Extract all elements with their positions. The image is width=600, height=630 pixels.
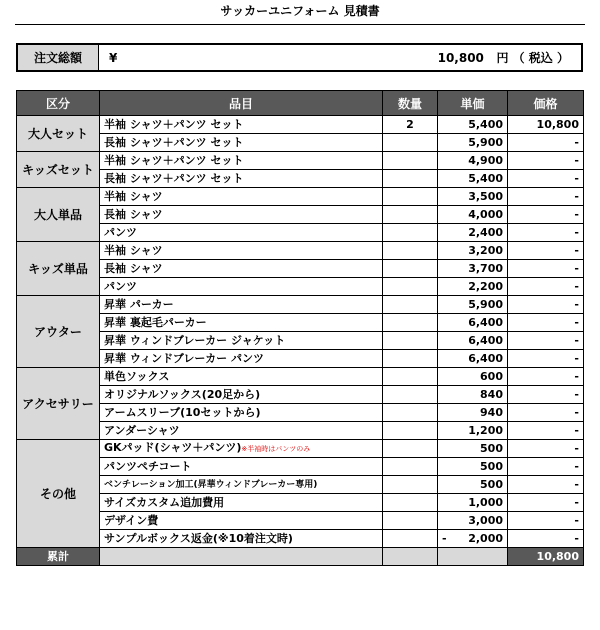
unit-price-cell: 4,900: [438, 152, 508, 170]
unit-price-cell: 1,200: [438, 422, 508, 440]
qty-cell[interactable]: [383, 458, 438, 476]
item-cell: サイズカスタム追加費用: [100, 494, 383, 512]
table-row: [17, 404, 584, 422]
item-cell: ベンチレーション加工(昇華ウィンドブレーカー専用): [100, 476, 383, 494]
category-outer: アウター: [17, 296, 100, 368]
table-row: [17, 512, 584, 530]
unit-price-cell: 2,400: [438, 224, 508, 242]
estimate-table: [16, 90, 584, 566]
price-cell: -: [508, 152, 584, 170]
qty-cell[interactable]: [383, 278, 438, 296]
table-row: [17, 350, 584, 368]
table-row: [17, 476, 584, 494]
price-cell: -: [508, 422, 584, 440]
header-qty: 数量: [383, 91, 438, 116]
qty-cell[interactable]: [383, 134, 438, 152]
qty-cell[interactable]: 2: [383, 116, 438, 134]
price-cell: -: [508, 494, 584, 512]
item-cell: アームスリーブ(10セットから): [100, 404, 383, 422]
item-cell: 昇華 ウィンドブレーカー パンツ: [100, 350, 383, 368]
header-price: 価格: [508, 91, 584, 116]
price-cell: -: [508, 134, 584, 152]
item-cell: デザイン費: [100, 512, 383, 530]
price-cell: -: [508, 314, 584, 332]
unit-price-cell: 600: [438, 368, 508, 386]
price-cell: -: [508, 368, 584, 386]
category-kids-set: キッズセット: [17, 152, 100, 188]
qty-cell[interactable]: [383, 440, 438, 458]
price-cell: -: [508, 404, 584, 422]
sum-value: 10,800: [508, 548, 584, 566]
item-cell: 半袖 シャツ＋パンツ セット: [100, 152, 383, 170]
qty-cell[interactable]: [383, 224, 438, 242]
qty-cell[interactable]: [383, 350, 438, 368]
table-row: [17, 242, 584, 260]
price-cell: -: [508, 440, 584, 458]
item-label: GKパッド(シャツ＋パンツ): [104, 441, 242, 454]
qty-cell[interactable]: [383, 404, 438, 422]
order-total-amount: [438, 45, 581, 70]
table-row: [17, 314, 584, 332]
table-row: [17, 386, 584, 404]
table-row: [17, 422, 584, 440]
price-cell: -: [508, 188, 584, 206]
page-title: サッカーユニフォーム 見積書: [15, 0, 585, 25]
item-cell: 半袖 シャツ: [100, 242, 383, 260]
price-cell: -: [508, 296, 584, 314]
unit-price-cell: 6,400: [438, 350, 508, 368]
category-accessory: アクセサリー: [17, 368, 100, 440]
price-cell: -: [508, 260, 584, 278]
category-adult-single: 大人単品: [17, 188, 100, 242]
sum-blank: [438, 548, 508, 566]
header-category: 区分: [17, 91, 100, 116]
item-cell: アンダーシャツ: [100, 422, 383, 440]
qty-cell[interactable]: [383, 170, 438, 188]
item-cell: パンツペチコート: [100, 458, 383, 476]
sum-row: [17, 548, 584, 566]
order-total-unit: 円 （ 税込 ）: [496, 51, 569, 65]
price-cell: -: [508, 476, 584, 494]
table-row: [17, 458, 584, 476]
category-adult-set: 大人セット: [17, 116, 100, 152]
unit-price-cell: 5,400: [438, 116, 508, 134]
table-row: [17, 152, 584, 170]
unit-price-cell: 6,400: [438, 332, 508, 350]
price-cell: -: [508, 242, 584, 260]
sum-blank: [100, 548, 383, 566]
qty-cell[interactable]: [383, 476, 438, 494]
price-cell: -: [508, 350, 584, 368]
unit-price-cell: 840: [438, 386, 508, 404]
unit-price-cell: 5,400: [438, 170, 508, 188]
qty-cell[interactable]: [383, 494, 438, 512]
price-cell: -: [508, 170, 584, 188]
item-cell: パンツ: [100, 224, 383, 242]
unit-price-cell: 5,900: [438, 134, 508, 152]
unit-price-cell: 5,900: [438, 296, 508, 314]
unit-price-cell: 500: [438, 476, 508, 494]
unit-price-cell: 3,200: [438, 242, 508, 260]
price-cell: -: [508, 224, 584, 242]
minus-sign: -: [442, 531, 447, 545]
price-cell: -: [508, 332, 584, 350]
unit-price-cell: 500: [438, 458, 508, 476]
sum-label: 累計: [17, 548, 100, 566]
price-cell: -: [508, 386, 584, 404]
qty-cell[interactable]: [383, 296, 438, 314]
table-row: [17, 278, 584, 296]
unit-price-cell: 3,000: [438, 512, 508, 530]
qty-cell[interactable]: [383, 422, 438, 440]
unit-price-cell: 4,000: [438, 206, 508, 224]
table-header-row: [17, 91, 584, 116]
item-note: ※半袖時はパンツのみ: [241, 445, 311, 453]
item-cell: 長袖 シャツ: [100, 260, 383, 278]
item-cell: 長袖 シャツ＋パンツ セット: [100, 134, 383, 152]
qty-cell[interactable]: [383, 314, 438, 332]
order-total-box: [16, 43, 583, 72]
table-row: [17, 296, 584, 314]
qty-cell[interactable]: [383, 530, 438, 548]
item-cell: オリジナルソックス(20足から): [100, 386, 383, 404]
table-row: [17, 170, 584, 188]
qty-cell[interactable]: [383, 188, 438, 206]
table-row: [17, 134, 584, 152]
table-row: [17, 530, 584, 548]
unit-price-cell: 6,400: [438, 314, 508, 332]
table-row: [17, 116, 584, 134]
unit-price-cell: 3,500: [438, 188, 508, 206]
unit-price-cell: 1,000: [438, 494, 508, 512]
qty-cell[interactable]: [383, 386, 438, 404]
qty-cell[interactable]: [383, 152, 438, 170]
price-cell: 10,800: [508, 116, 584, 134]
qty-cell[interactable]: [383, 332, 438, 350]
item-cell: サンプルボックス返金(※10着注文時): [100, 530, 383, 548]
header-item: 品目: [100, 91, 383, 116]
unit-price-cell: 500: [438, 440, 508, 458]
item-cell: 半袖 シャツ＋パンツ セット: [100, 116, 383, 134]
table-row: [17, 260, 584, 278]
category-kids-single: キッズ単品: [17, 242, 100, 296]
item-cell: [100, 440, 383, 458]
item-cell: 昇華 パーカー: [100, 296, 383, 314]
item-cell: パンツ: [100, 278, 383, 296]
item-cell: 半袖 シャツ: [100, 188, 383, 206]
item-cell: 昇華 ウィンドブレーカー ジャケット: [100, 332, 383, 350]
price-cell: -: [508, 278, 584, 296]
price-cell: -: [508, 530, 584, 548]
order-total-value: 10,800: [437, 50, 484, 65]
table-row: [17, 332, 584, 350]
table-row: [17, 368, 584, 386]
item-cell: 長袖 シャツ: [100, 206, 383, 224]
unit-price-value: 2,000: [468, 531, 503, 545]
table-row: [17, 224, 584, 242]
unit-price-cell: [438, 530, 508, 548]
qty-cell[interactable]: [383, 260, 438, 278]
qty-cell[interactable]: [383, 242, 438, 260]
yen-sign: ¥: [109, 50, 118, 65]
qty-cell[interactable]: [383, 206, 438, 224]
unit-price-cell: 940: [438, 404, 508, 422]
unit-price-cell: 2,200: [438, 278, 508, 296]
item-cell: 長袖 シャツ＋パンツ セット: [100, 170, 383, 188]
table-row: [17, 440, 584, 458]
table-row: [17, 494, 584, 512]
price-cell: -: [508, 512, 584, 530]
sum-blank: [383, 548, 438, 566]
item-cell: 昇華 裏起毛パーカー: [100, 314, 383, 332]
unit-price-cell: 3,700: [438, 260, 508, 278]
table-row: [17, 188, 584, 206]
header-unit-price: 単価: [438, 91, 508, 116]
price-cell: -: [508, 458, 584, 476]
qty-cell[interactable]: [383, 512, 438, 530]
qty-cell[interactable]: [383, 368, 438, 386]
table-row: [17, 206, 584, 224]
price-cell: -: [508, 206, 584, 224]
item-cell: 単色ソックス: [100, 368, 383, 386]
category-other: その他: [17, 440, 100, 548]
order-total-label: 注文総額: [18, 45, 99, 70]
